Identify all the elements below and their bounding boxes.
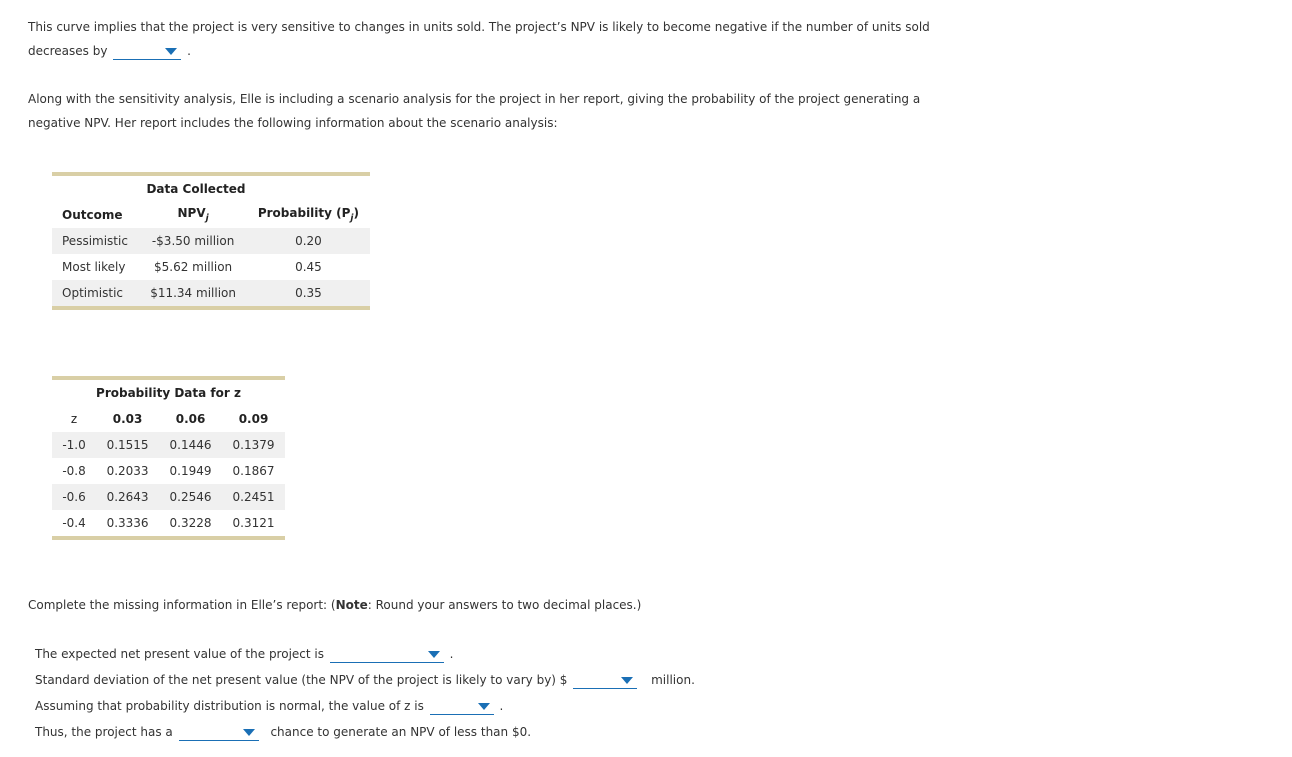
z-probability-table: Probability Data for z z 0.03 0.06 0.09 -1.0 0.1515 0.1446 0.1379 -0.8 0.2033 0.1949 0.1867 -0.6 0.2643 0.2546 0.2451 -0.4 0.3336 0.3228 0.3121 bbox=[52, 376, 285, 540]
chevron-down-icon bbox=[478, 703, 490, 710]
scenario-paragraph bbox=[28, 87, 920, 135]
z-value-dropdown[interactable] bbox=[430, 698, 494, 715]
question-std-dev: Standard deviation of the net present value (the NPV of the project is likely to vary by) $ million. bbox=[35, 673, 695, 687]
table-row: -1.0 0.1515 0.1446 0.1379 bbox=[52, 432, 285, 458]
scenario-line1: Along with the sensitivity analysis, Elle is including a scenario analysis for the project in her report, giving the probability of the project generating a bbox=[28, 92, 921, 106]
data-table-caption: Data Collected bbox=[146, 182, 246, 196]
std-dev-dropdown[interactable] bbox=[573, 672, 637, 689]
table-row: -0.8 0.2033 0.1949 0.1867 bbox=[62, 464, 275, 478]
intro-paragraph bbox=[28, 15, 930, 63]
table-row: -0.4 0.3336 0.3228 0.3121 bbox=[62, 516, 275, 530]
note-label: Note bbox=[335, 598, 368, 612]
chevron-down-icon bbox=[243, 729, 255, 736]
table-row: Most likely $5.62 million 0.45 bbox=[62, 260, 322, 274]
chevron-down-icon bbox=[428, 651, 440, 658]
intro-line1: This curve implies that the project is very sensitive to changes in units sold. The project’s NPV is likely to become negative if the number of units sold bbox=[28, 20, 930, 34]
table-row: Pessimistic -$3.50 million 0.20 bbox=[52, 228, 370, 254]
instruction-text: Complete the missing information in Elle’s report: (Note: Round your answers to two decimal places.) bbox=[28, 598, 642, 612]
intro-line2-suffix: . bbox=[187, 44, 191, 58]
question-expected-npv: The expected net present value of the project is . bbox=[35, 647, 454, 661]
chevron-down-icon bbox=[621, 677, 633, 684]
header-probability: Probability $(P_j)$ bbox=[257, 206, 359, 224]
table-row: -0.6 0.2643 0.2546 0.2451 bbox=[52, 484, 285, 510]
question-probability: Thus, the project has a chance to generate an NPV of less than $0. bbox=[35, 725, 532, 739]
table-row: Optimistic $11.34 million 0.35 bbox=[52, 280, 370, 306]
scenario-line2: negative NPV. Her report includes the following information about the scenario analysis: bbox=[28, 116, 558, 130]
intro-line2 bbox=[28, 39, 930, 63]
header-npv: $NPV_j$ bbox=[177, 206, 209, 224]
z-header: z bbox=[70, 412, 78, 426]
chevron-down-icon bbox=[165, 48, 177, 55]
question-z-value: Assuming that probability distribution is normal, the value of z is . bbox=[35, 699, 504, 713]
data-collected-table bbox=[52, 172, 370, 310]
z-table-caption: Probability Data for z bbox=[96, 386, 241, 400]
expected-npv-dropdown[interactable] bbox=[330, 646, 444, 663]
intro-line2-prefix: decreases by bbox=[28, 44, 108, 58]
probability-dropdown[interactable] bbox=[179, 724, 259, 741]
header-outcome: Outcome bbox=[62, 208, 123, 222]
units-decrease-dropdown[interactable] bbox=[113, 43, 181, 60]
